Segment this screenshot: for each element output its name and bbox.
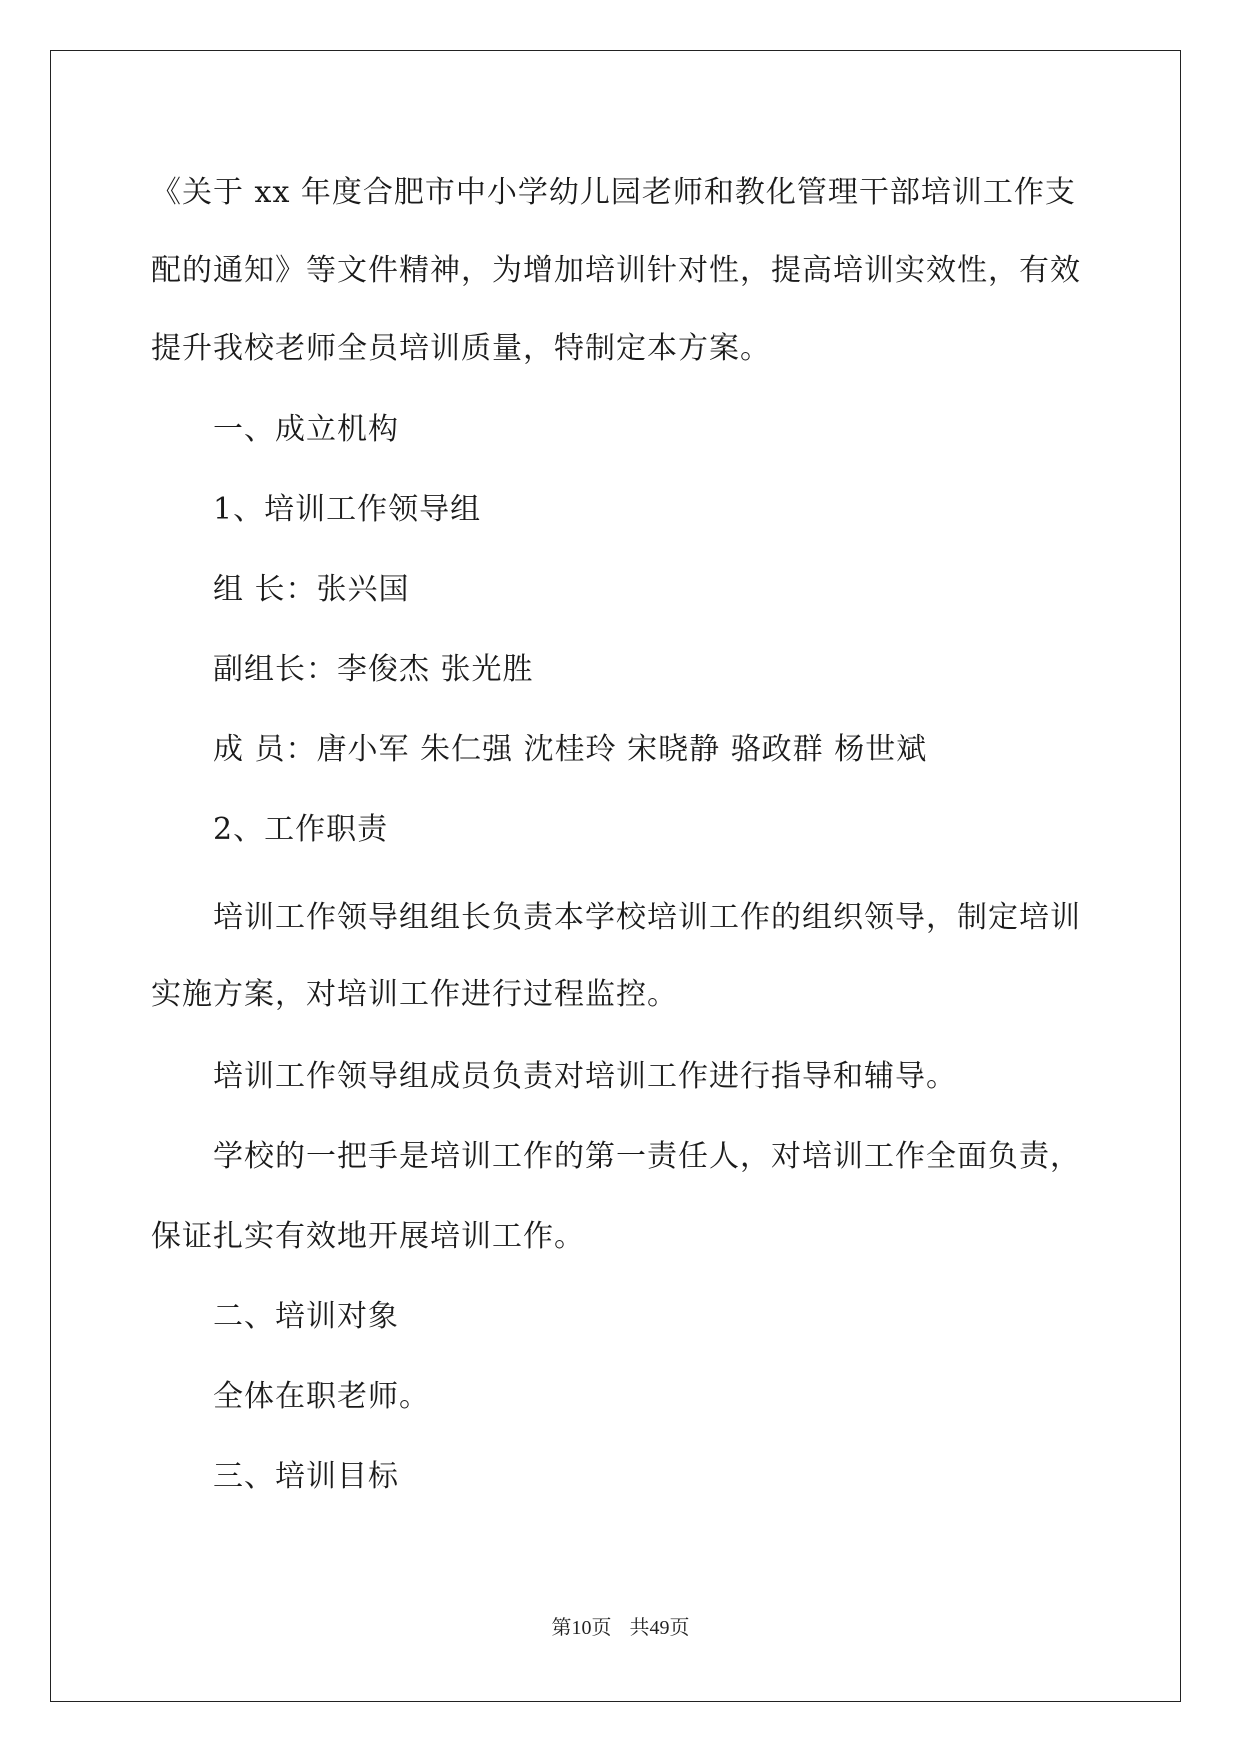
page-footer (0, 1614, 1241, 1642)
paragraph-line: 提升我校老师全员培训质量，特制定本方案。 (151, 331, 771, 366)
paragraph-line: 配的通知》等文件精神，为增加培训针对性，提高培训实效性，有效 (151, 253, 1081, 288)
paragraph-line: 培训工作领导组组长负责本学校培训工作的组织领导，制定培训 (213, 900, 1081, 935)
paragraph-line: 保证扎实有效地开展培训工作。 (151, 1219, 585, 1254)
section-heading: 二、培训对象 (213, 1299, 399, 1334)
subsection-heading: 2、工作职责 (213, 812, 389, 847)
paragraph-line: 副组长：李俊杰 张光胜 (213, 652, 534, 687)
page-total: 共49页 (629, 1617, 690, 1639)
paragraph-line: 《关于 xx 年度合肥市中小学幼儿园老师和教化管理干部培训工作支 (151, 175, 1076, 210)
subsection-heading: 1、培训工作领导组 (213, 492, 482, 527)
paragraph-line: 全体在职老师。 (213, 1379, 430, 1414)
paragraph-line: 成 员：唐小军 朱仁强 沈桂玲 宋晓静 骆政群 杨世斌 (213, 732, 928, 767)
paragraph-line: 培训工作领导组成员负责对培训工作进行指导和辅导。 (213, 1059, 957, 1094)
page-number: 第10页 (551, 1617, 612, 1639)
section-heading: 三、培训目标 (213, 1459, 399, 1494)
paragraph-line: 组 长：张兴国 (213, 572, 410, 607)
paragraph-line: 实施方案，对培训工作进行过程监控。 (151, 977, 678, 1012)
section-heading: 一、成立机构 (213, 412, 399, 447)
paragraph-line: 学校的一把手是培训工作的第一责任人，对培训工作全面负责， (213, 1139, 1081, 1174)
